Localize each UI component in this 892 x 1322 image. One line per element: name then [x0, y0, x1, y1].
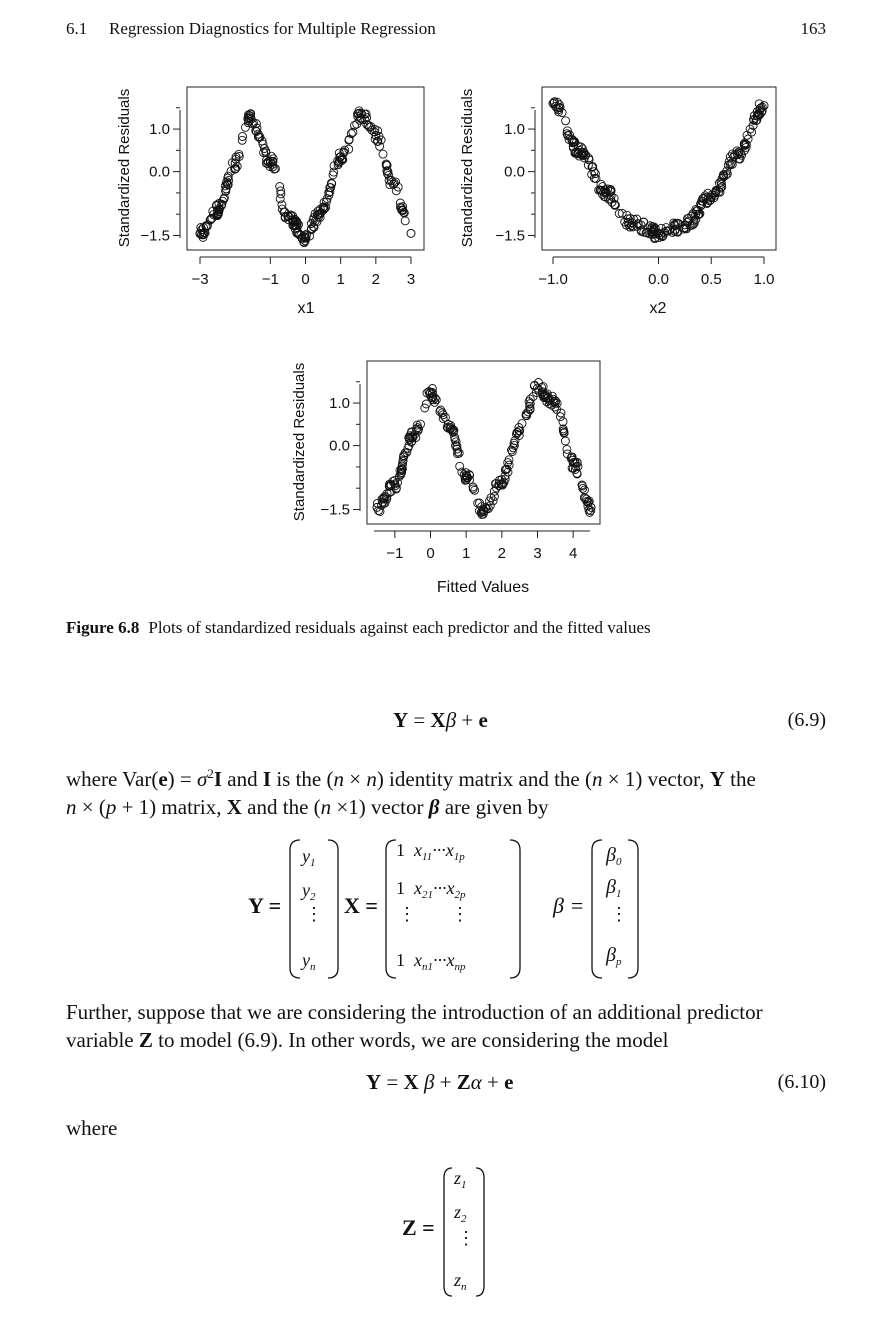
z-entry-1: $z_1$ — [454, 1168, 467, 1191]
x-tick-label: 1.0 — [753, 271, 775, 288]
figure-caption — [66, 618, 651, 638]
plot-fitted — [291, 361, 600, 596]
x-row-2: 1 $x_{21}\cdot\cdot\cdot x_{2p}$ — [396, 878, 466, 901]
y-tick-label: 0.0 — [504, 163, 525, 181]
x-tick-label: 3 — [533, 545, 542, 562]
x-tick-label: 1 — [336, 271, 345, 288]
page-number: 163 — [800, 19, 826, 38]
eq69-equals: = — [408, 708, 431, 732]
running-title: Regression Diagnostics for Multiple Regression — [109, 19, 436, 38]
x-tick-label: 3 — [406, 271, 416, 288]
data-point — [276, 183, 284, 191]
eq69-x: X — [430, 708, 446, 732]
matrix-y-label: Y = — [248, 893, 282, 918]
y-tick-label: 0.0 — [149, 163, 170, 181]
y-entry-1: $y_1$ — [302, 846, 316, 869]
z-right-bracket — [476, 1168, 484, 1296]
x-tick-label: 0.5 — [700, 271, 722, 288]
y-tick-label: 1.0 — [329, 395, 350, 413]
x-tick-label: −1 — [386, 545, 404, 562]
matrix-z-label: Z = — [402, 1215, 435, 1240]
eq69-y: Y — [393, 708, 409, 732]
x-tick-label: 2 — [497, 545, 507, 562]
beta-entry-p: $\beta_p$ — [606, 944, 622, 968]
eq69-plus: + — [456, 708, 479, 732]
data-point — [407, 229, 415, 237]
x-row-3-vdots-a: ⋮ — [398, 904, 416, 924]
equation-6-10: Y = X β + Zα + e — [366, 1070, 514, 1094]
z-entry-vdots: ⋮ — [457, 1228, 475, 1248]
y-tick-label: −1.5 — [140, 227, 170, 245]
y-tick-label: −1.5 — [320, 501, 350, 519]
x-tick-label: 0 — [426, 545, 435, 562]
x-tick-label: −1.0 — [538, 271, 568, 288]
x-row-4: 1 $x_{n1}\cdot\cdot\cdot x_{np}$ — [396, 950, 466, 973]
data-point — [401, 217, 409, 225]
plot1-ylabel: Standardized Residuals — [116, 88, 133, 248]
beta-entry-vdots: ⋮ — [610, 904, 628, 924]
b-left-bracket — [592, 840, 602, 978]
y-right-bracket — [328, 840, 338, 978]
data-point — [327, 179, 335, 187]
x-tick-label: 0 — [301, 271, 310, 288]
equation-number-6-9: (6.9) — [787, 709, 826, 731]
y-tick-label: 1.0 — [504, 121, 525, 139]
data-point — [562, 117, 570, 125]
beta-entry-0: $\beta_0$ — [606, 844, 622, 868]
equation-6-9 — [393, 708, 488, 733]
section-number: 6.1 — [66, 19, 88, 38]
beta-entry-1: $\beta_1$ — [606, 876, 622, 900]
figure-6-8 — [0, 0, 892, 610]
plot2-ylabel: Standardized Residuals — [459, 88, 476, 248]
x-right-bracket — [510, 840, 520, 978]
x-row-3-vdots-b: ⋮ — [451, 904, 469, 924]
x-tick-label: −3 — [191, 271, 209, 288]
data-point — [379, 150, 387, 158]
y-tick-label: −1.5 — [495, 227, 525, 245]
equation-number-6-10: (6.10) — [777, 1071, 826, 1093]
y-left-bracket — [290, 840, 300, 978]
paragraph-1: where $Var(e) = \sigma^2I$ and I is the (n × n) identity matrix and the (n × 1) vector, Y the n × (p + 1) matrix, X and the (n ×1) vector β are given by — [66, 766, 756, 819]
data-point — [330, 168, 338, 176]
plot-x2 — [459, 87, 776, 317]
figure-label: Figure 6.8 — [66, 618, 140, 637]
plot3-ylabel: Standardized Residuals — [291, 362, 308, 522]
x-row-1: 1 $x_{11}\cdot\cdot\cdot x_{1p}$ — [396, 840, 465, 863]
y-entry-2: $y_2$ — [302, 880, 316, 903]
y-tick-label: 1.0 — [149, 121, 170, 139]
data-point — [329, 171, 337, 179]
eq69-beta: β — [445, 708, 457, 732]
plot-x1 — [116, 87, 424, 317]
b-right-bracket — [628, 840, 638, 978]
data-point — [276, 195, 284, 203]
x-tick-label: 4 — [568, 545, 578, 562]
data-point — [561, 437, 569, 445]
x-tick-label: −1 — [261, 271, 279, 288]
x-tick-label: 0.0 — [648, 271, 669, 288]
eq69-e: e — [478, 708, 488, 732]
matrix-x-label: X = — [344, 893, 378, 918]
x-tick-label: 1 — [461, 545, 471, 562]
y-tick-label: 0.0 — [329, 437, 350, 455]
where-text: where — [66, 1116, 118, 1140]
matrix-beta-label: β = — [553, 893, 585, 918]
figure-caption-text: Plots of standardized residuals against each predictor and the fitted values — [148, 618, 651, 637]
plot3-frame — [367, 361, 600, 524]
plot1-xlabel: x1 — [297, 300, 315, 317]
x-tick-label: 2 — [371, 271, 381, 288]
z-entry-2: $z_2$ — [454, 1202, 467, 1225]
z-left-bracket — [444, 1168, 452, 1296]
y-entry-vdots: ⋮ — [305, 904, 323, 924]
z-entry-n: $z_n$ — [454, 1270, 467, 1293]
plot2-xlabel: x2 — [649, 300, 667, 317]
x-left-bracket — [386, 840, 396, 978]
paragraph-2: Further, suppose that we are considering the introduction of an additional predictor variable Z to model (6.9). In other words, we are considering the model — [66, 1000, 763, 1052]
data-point — [469, 485, 477, 493]
y-entry-n: $y_n$ — [302, 950, 316, 973]
plot3-xlabel: Fitted Values — [436, 579, 530, 596]
